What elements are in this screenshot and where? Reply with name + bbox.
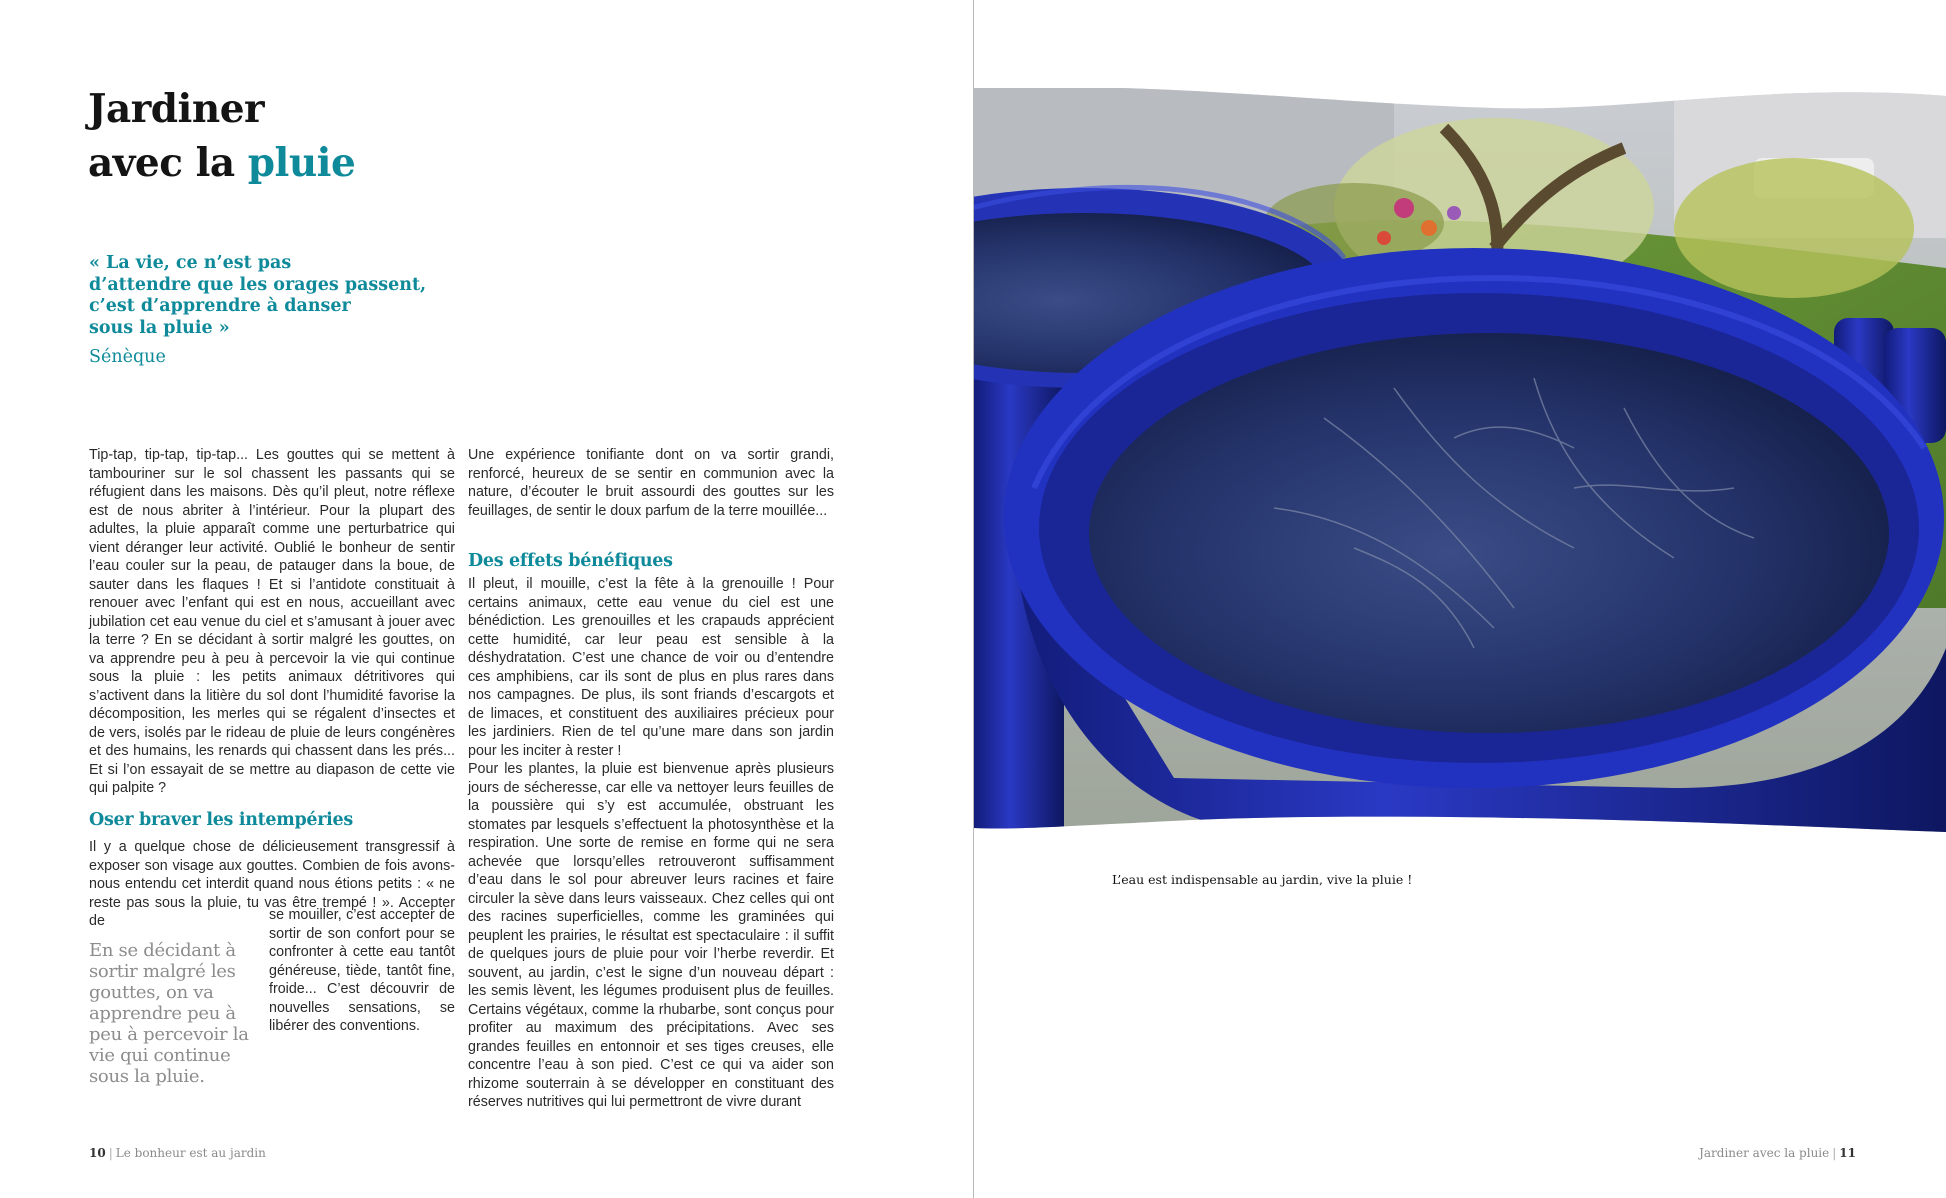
title-line2-prefix: avec la xyxy=(88,140,248,186)
folio-separator: | xyxy=(108,1146,113,1160)
title-accent-word: pluie xyxy=(247,140,356,186)
page-number: 11 xyxy=(1839,1146,1856,1160)
epigraph-line: d’attendre que les orages passent, xyxy=(89,274,427,295)
pull-quote: En se décidant à sortir malgré les gouttes, on va apprendre peu à peu à percevoir la vie qui continue sous la pluie. xyxy=(89,940,249,1087)
page-title xyxy=(88,82,355,190)
column-1-intro xyxy=(89,446,455,798)
body-paragraph: se mouiller, c’est accepter de sortir de son confort pour se confronter à cette eau tantôt généreuse, tiède, tantôt fine, froide... C’est découvrir de nouvelles sensations, se libérer des conventions. xyxy=(269,907,455,1034)
epigraph-quote xyxy=(89,253,489,339)
epigraph-line: sous la pluie » xyxy=(89,317,230,338)
epigraph-line: « La vie, ce n’est pas xyxy=(89,253,292,273)
blue-rain-barrels-photo xyxy=(974,88,1946,832)
body-paragraph: Il pleut, il mouille, c’est la fête à la grenouille ! Pour certains animaux, cette eau venue du ciel est une bénédiction. Les grenouilles et les crapauds apprécient cette humidité, car leur peau est sensible à la déshydratation. C’est une chance de voir ou d’entendre ces amphibiens, car ils sont de plus en plus rares dans nos campagnes. De plus, ils sont friands d’escargots et de limaces, et constituent des auxiliaires précieux pour les jardiniers. Rien de tel qu’une mare dans son jardin pour les inciter à rester ! xyxy=(468,576,834,759)
body-paragraph: Une expérience tonifiante dont on va sortir grandi, renforcé, heureux de se sentir en communion avec la nature, d’écouter le bruit assourdi des gouttes sur les feuillages, de sentir le doux parfum de la terre mouillée... xyxy=(468,447,834,519)
subhead-oser-braver: Oser braver les intempéries xyxy=(89,810,353,830)
column-2-section xyxy=(468,575,834,1112)
epigraph-author: Sénèque xyxy=(89,347,166,367)
column-2-intro xyxy=(468,446,834,520)
folio-right xyxy=(1699,1146,1856,1160)
folio-book-title: Le bonheur est au jardin xyxy=(115,1146,266,1160)
folio-separator: | xyxy=(1832,1146,1837,1160)
page-number: 10 xyxy=(89,1146,106,1160)
body-paragraph: Il y a quelque chose de délicieusement transgressif à exposer son visage aux gouttes. Combien de fois avons-nous entendu cet interdit quand nous étions petits : « ne reste pas sous la pluie, tu vas être trempé ! ». Accepter de xyxy=(89,839,455,929)
body-paragraph: Pour les plantes, la pluie est bienvenue après plusieurs jours de sécheresse, car elle va nettoyer leurs feuilles de la poussière qui s’y est accumulée, obstruant les stomates par lesquels s’effectuent la photosynthèse et la respiration. Une sorte de remise en forme qui ne sera achevée que lorsqu’elles retrouveront suffisamment d’eau dans le sol pour abreuver leurs racines et faire circuler la sève dans leurs vaisseaux. Chez celles qui ont des racines superficielles, comme les graminées qui peuplent les prairies, le résultat est spectaculaire : il suffit de quelques jours de pluie pour voir l’herbe reverdir. Et souvent, au jardin, c’est le signe d’un nouveau départ : les semis lèvent, les légumes produisent plus de feuilles. Certains végétaux, comme la rhubarbe, sont conçus pour profiter au maximum des précipitations. Avec ses grandes feuilles en entonnoir et ses tiges creuses, elle concentre l’eau à son pied. C’est ce qui va aider son rhizome souterrain à se développer en constituant des réserves nutritives qui lui permettront de vivre durant xyxy=(468,761,834,1110)
folio-left xyxy=(89,1146,266,1160)
epigraph-line: c’est d’apprendre à danser xyxy=(89,296,351,316)
subhead-effets-benefiques: Des effets bénéfiques xyxy=(468,551,673,571)
body-paragraph: Tip-tap, tip-tap, tip-tap... Les gouttes qui se mettent à tambouriner sur le sol chassent les passants qui se réfugient dans les maisons. Dès qu’il pleut, notre réflexe est de nous abriter à l’intérieur. Pour la plupart des adultes, la pluie apparaît comme une perturbatrice qui vient déranger leur activité. Oublié le bonheur de sentir l’eau couler sur la peau, de patauger dans la boue, de sauter dans les flaques ! Et si l’antidote constituait à renouer avec l’enfant qui est en nous, accueillant avec jubilation cet eau venue du ciel et s’amusant à jouer avec la terre ? En se décidant à sortir malgré les gouttes, on va apprendre peu à peu à percevoir la vie qui continue sous la pluie : les petits animaux détritivores qui s’activent dans la litière du sol dont l’humidité favorise la décomposition, les merles qui se régalent d’insectes et de vers, isolés par le rideau de pluie de leurs congénères et des humains, les renards qui chassent dans les prés... Et si l’on essayait de se mettre au diapason de cette vie qui palpite ? xyxy=(89,447,455,796)
folio-chapter-title: Jardiner avec la pluie xyxy=(1699,1146,1830,1160)
column-1-section-continued xyxy=(269,906,455,1036)
title-line1: Jardiner xyxy=(88,86,265,132)
photo-caption: L’eau est indispensable au jardin, vive la pluie ! xyxy=(1112,872,1413,887)
